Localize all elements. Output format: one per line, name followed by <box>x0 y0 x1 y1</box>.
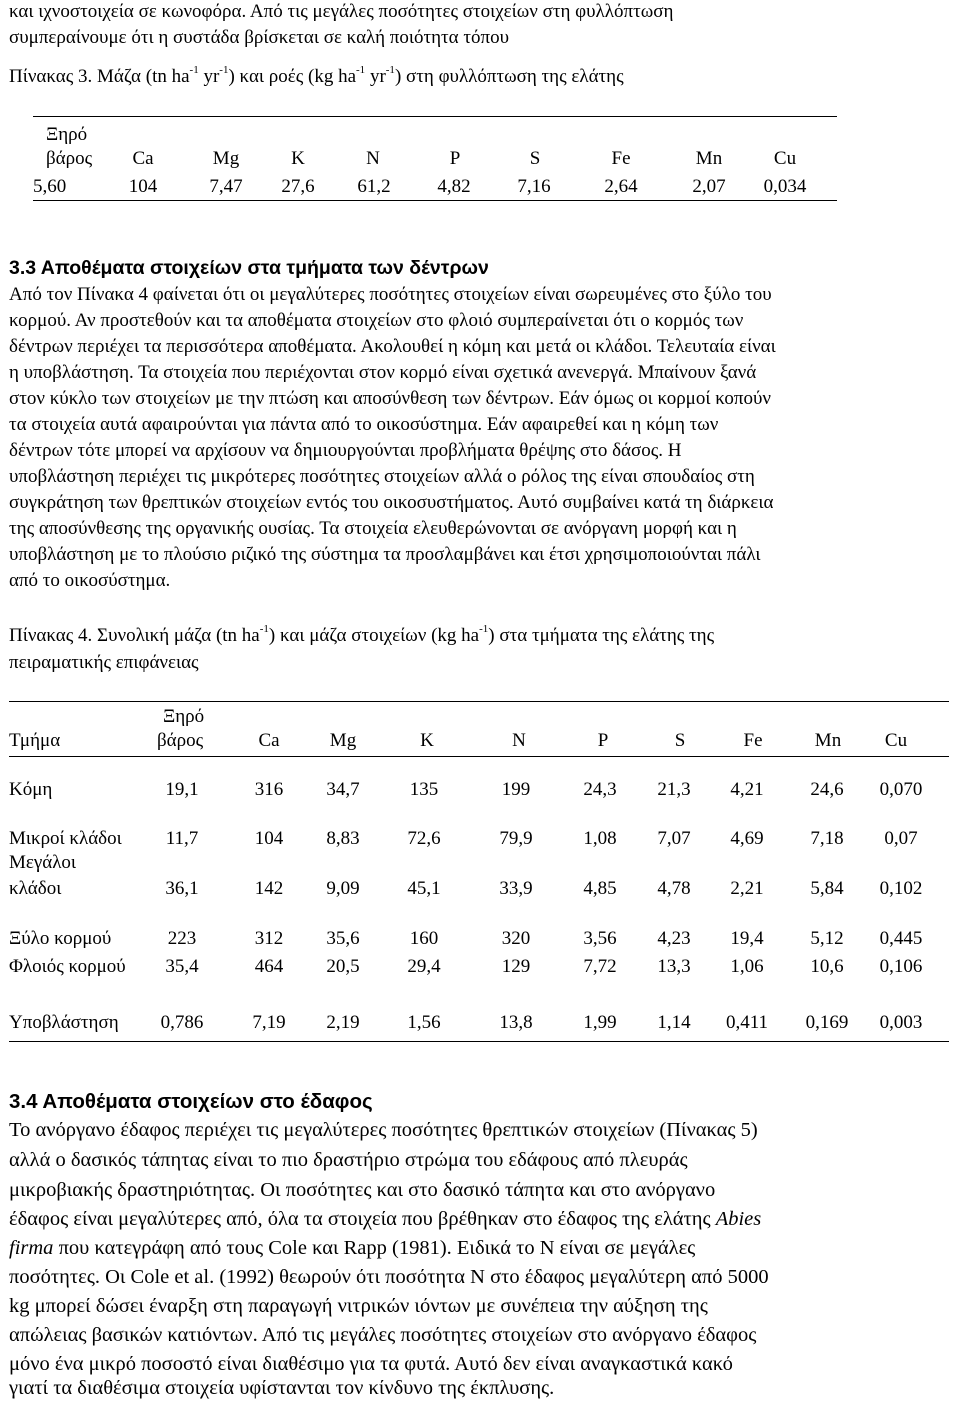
table4-cell: 160 <box>409 928 439 949</box>
table4-cell: 1,06 <box>730 956 764 977</box>
section34-line: αλλά ο δασικός τάπητας είναι το πιο δραστήριο στρώμα του εδάφους από πλευράς <box>9 1149 688 1171</box>
table4-row-label: Υποβλάστηση <box>9 1012 119 1033</box>
section33-line: στον κύκλο των στοιχείων με την πτώση και αποσύνθεση των δέντρων. Εάν όμως οι κορμοί κοπούν <box>9 388 771 409</box>
table4-header-mn: Mn <box>814 730 842 751</box>
section33-line: υποβλάστηση με το πλούσιο ριζικό της σύστημα τα προσλαμβάνει και έτσι χρησιμοποιούνται πάλι <box>9 544 761 565</box>
section34-heading: 3.4 Αποθέματα στοιχείων στο έδαφος <box>9 1090 373 1113</box>
table4-cell: 36,1 <box>165 878 199 899</box>
table4-header-rule <box>9 756 949 757</box>
table3-header-mass-2: βάρος <box>46 148 93 169</box>
section34-line: Το ανόργανο έδαφος περιέχει τις μεγαλύτερες ποσότητες θρεπτικών στοιχείων (Πίνακας 5) <box>9 1119 758 1141</box>
table4-cell: 1,99 <box>583 1012 617 1033</box>
table3-value-k: 27,6 <box>281 176 315 197</box>
table4-cell: 312 <box>254 928 284 949</box>
section34-line: μόνο ένα μικρό ποσοστό είναι διαθέσιμο για τα φυτά. Αυτό δεν είναι αναγκαστικά κακό <box>9 1353 733 1375</box>
table4-cell: 45,1 <box>407 878 441 899</box>
table4-header-ca: Ca <box>258 730 280 751</box>
table4-cell: 10,6 <box>810 956 844 977</box>
table4-cell: 24,3 <box>583 779 617 800</box>
table4-cell: 35,6 <box>326 928 360 949</box>
table4-header-part: Τμήμα <box>9 730 61 751</box>
intro-line-1: και ιχνοστοιχεία σε κωνοφόρα. Από τις μεγάλες ποσότητες στοιχείων στη φυλλόπτωση <box>9 1 674 22</box>
table4-cell: 0,411 <box>725 1012 769 1033</box>
table4-cell: 29,4 <box>407 956 441 977</box>
table3-caption: Πίνακας 3. Μάζα (tn $ha^{-1}$ $yr^{-1}$) και ροές (kg $ha^{-1}$ $yr^{-1}$) στη φυλλόπτωση της ελάτης <box>9 63 624 87</box>
table3-value-fe: 2,64 <box>604 176 638 197</box>
table3-value-mg: 7,47 <box>209 176 243 197</box>
section33-line: η υποβλάστηση. Τα στοιχεία που περιέχονται στον κορμό είναι σχετικά ανενεργά. Μπαίνουν ξανά <box>9 362 757 383</box>
table4-cell: 3,56 <box>583 928 617 949</box>
table3-header-mass-1: Ξηρό <box>46 124 88 145</box>
intro-line-2: συμπεραίνουμε ότι η συστάδα βρίσκεται σε καλή ποιότητα τόπου <box>9 27 510 48</box>
table4-cell: 316 <box>254 779 284 800</box>
section33-heading: 3.3 Αποθέματα στοιχείων στα τμήματα των δέντρων <box>9 257 489 279</box>
table4-cell: 0,169 <box>805 1012 849 1033</box>
section34-line: firma που κατεγράφη από τους Cole και Rapp (1981). Ειδικά το N είναι σε μεγάλες <box>9 1237 696 1259</box>
table4-cell: 0,070 <box>879 779 923 800</box>
table3-value-s: 7,16 <box>517 176 551 197</box>
table4-cell: 11,7 <box>165 828 199 849</box>
table4-header-p: P <box>597 730 609 751</box>
table3-value-cu: 0,034 <box>763 176 807 197</box>
table4-cell: 135 <box>409 779 439 800</box>
table4-header-mg: Mg <box>329 730 357 751</box>
table3-value-mn: 2,07 <box>692 176 726 197</box>
table4-cell: 1,14 <box>657 1012 691 1033</box>
table4-cell: 34,7 <box>326 779 360 800</box>
section33-line: της αποσύνθεσης της οργανικής ουσίας. Τα στοιχεία ελευθερώνονται σε ανόργανη μορφή και η <box>9 518 737 539</box>
table4-row-label: Φλοιός κορμού <box>9 956 126 977</box>
table4-cell: 19,1 <box>165 779 199 800</box>
table4-cell: 0,102 <box>879 878 923 899</box>
table4-cell: 13,8 <box>499 1012 533 1033</box>
table4-cell: 19,4 <box>730 928 764 949</box>
table4-cell: 7,19 <box>252 1012 286 1033</box>
table4-cell: 129 <box>501 956 531 977</box>
table4-caption: Πίνακας 4. Συνολική μάζα (tn $ha^{-1}$) και μάζα στοιχείων (kg $ha^{-1}$) στα τμήματα της ελάτης της <box>9 622 715 646</box>
table4-header-k: K <box>420 730 434 751</box>
table4-cell: 4,21 <box>730 779 764 800</box>
section33-line: υποβλάστηση περιέχει τις μικρότερες ποσότητες στοιχείων αλλά ο ρόλος της είναι σπουδαίος στη <box>9 466 755 487</box>
table3-bottom-rule <box>33 200 837 201</box>
table4-cell: 4,23 <box>657 928 691 949</box>
table4-top-rule <box>9 701 949 702</box>
section34-line: μικροβιακής δραστηριότητας. Οι ποσότητες και στο δασικό τάπητα και στο ανόργανο <box>9 1179 716 1201</box>
table4-caption-line2: πειραματικής επιφάνειας <box>9 652 199 673</box>
table3-header-p: P <box>449 148 461 169</box>
table4-header-cu: Cu <box>884 730 908 751</box>
table4-cell: 2,21 <box>730 878 764 899</box>
section33-line: δέντρων περιέχει τα περισσότερα αποθέματα. Ακολουθεί η κόμη και μετά οι κλάδοι. Τελευταία είναι <box>9 336 776 357</box>
table4-cell: 1,56 <box>407 1012 441 1033</box>
table3-header-mn: Mn <box>695 148 723 169</box>
table4-bottom-rule <box>9 1041 949 1042</box>
table4-cell: 4,69 <box>730 828 764 849</box>
table3-value-mass: 5,60 <box>33 176 67 197</box>
table3-header-k: K <box>291 148 305 169</box>
table4-cell: 223 <box>167 928 197 949</box>
table3-header-cu: Cu <box>773 148 797 169</box>
table4-cell: 320 <box>501 928 531 949</box>
table4-cell: 0,106 <box>879 956 923 977</box>
table4-cell: 0,003 <box>879 1012 923 1033</box>
section33-line: Από τον Πίνακα 4 φαίνεται ότι οι μεγαλύτερες ποσότητες στοιχείων είναι σωρευμένες στο ξύλο του <box>9 284 772 305</box>
section34-line: kg μπορεί δώσει έναρξη στη παραγωγή νιτρικών ιόντων με συνέπεια την αύξηση της <box>9 1295 708 1317</box>
table4-cell: 199 <box>501 779 531 800</box>
table3-value-n: 61,2 <box>357 176 391 197</box>
table4-cell: 4,85 <box>583 878 617 899</box>
table4-cell: 8,83 <box>326 828 360 849</box>
table4-cell: 7,07 <box>657 828 691 849</box>
table4-header-fe: Fe <box>743 730 763 751</box>
table3-value-ca: 104 <box>128 176 158 197</box>
table4-cell: 24,6 <box>810 779 844 800</box>
table4-cell: 35,4 <box>165 956 199 977</box>
table4-cell: 13,3 <box>657 956 691 977</box>
table4-cell: 142 <box>254 878 284 899</box>
table3-header-s: S <box>529 148 541 169</box>
table4-cell: 4,78 <box>657 878 691 899</box>
table4-cell: 5,12 <box>810 928 844 949</box>
table4-cell: 0,786 <box>160 1012 204 1033</box>
table3-header-n: N <box>366 148 380 169</box>
table4-cell: 72,6 <box>407 828 441 849</box>
section33-line: κορμού. Αν προστεθούν και τα αποθέματα στοιχείων στο φλοιό συμπεραίνεται ότι ο κορμός των <box>9 310 744 331</box>
table4-cell: 2,19 <box>326 1012 360 1033</box>
section34-line: απώλειας βασικών κατιόντων. Από τις μεγάλες ποσότητες στοιχείων στο ανόργανο έδαφος <box>9 1324 757 1346</box>
table3-top-rule <box>33 116 837 117</box>
table4-row-label-line1: Μεγάλοι <box>9 852 77 873</box>
table4-cell: 0,445 <box>879 928 923 949</box>
section34-line: γιατί τα διαθέσιμα στοιχεία υφίστανται τον κίνδυνο της έκπλυσης. <box>9 1377 555 1399</box>
table4-cell: 21,3 <box>657 779 691 800</box>
section33-line: δέντρων τότε μπορεί να αρχίσουν να δημιουργούνται προβλήματα θρέψης στο δάσος. Η <box>9 440 682 461</box>
table4-cell: 1,08 <box>583 828 617 849</box>
table4-cell: 9,09 <box>326 878 360 899</box>
table4-header-n: N <box>512 730 526 751</box>
table4-header-mass-2: βάρος <box>157 730 204 751</box>
section33-line: συγκράτηση των θρεπτικών στοιχείων εντός του οικοσυστήματος. Αυτό συμβαίνει κατά τη διάρκεια <box>9 492 774 513</box>
table4-header-mass-1: Ξηρό <box>163 706 205 727</box>
table3-header-fe: Fe <box>611 148 631 169</box>
table4-row-label-line2: κλάδοι <box>9 878 62 899</box>
table4-cell: 79,9 <box>499 828 533 849</box>
table4-cell: 5,84 <box>810 878 844 899</box>
section34-line: ποσότητες. Οι Cole et al. (1992) θεωρούν ότι ποσότητα Ν στο έδαφος μεγαλύτερη από 5000 <box>9 1266 769 1288</box>
table3-value-p: 4,82 <box>437 176 471 197</box>
section33-line: τα στοιχεία αυτά αφαιρούνται για πάντα από το οικοσύστημα. Εάν αφαιρεθεί και η κόμη των <box>9 414 719 435</box>
table4-row-label: Ξύλο κορμού <box>9 928 112 949</box>
section34-line: έδαφος είναι μεγαλύτερες από, όλα τα στοιχεία που βρέθηκαν στο έδαφος της ελάτης Abies <box>9 1208 762 1230</box>
table4-row-label: Κόμη <box>9 779 53 800</box>
table4-cell: 20,5 <box>326 956 360 977</box>
table4-cell: 464 <box>254 956 284 977</box>
table3-header-mg: Mg <box>212 148 240 169</box>
table4-header-s: S <box>674 730 686 751</box>
table4-cell: 7,18 <box>810 828 844 849</box>
table4-cell: 0,07 <box>884 828 918 849</box>
table4-cell: 7,72 <box>583 956 617 977</box>
section33-line: από το οικοσύστημα. <box>9 570 171 591</box>
table3-header-ca: Ca <box>132 148 154 169</box>
table4-row-label: Μικροί κλάδοι <box>9 828 122 849</box>
table4-cell: 33,9 <box>499 878 533 899</box>
table4-cell: 104 <box>254 828 284 849</box>
